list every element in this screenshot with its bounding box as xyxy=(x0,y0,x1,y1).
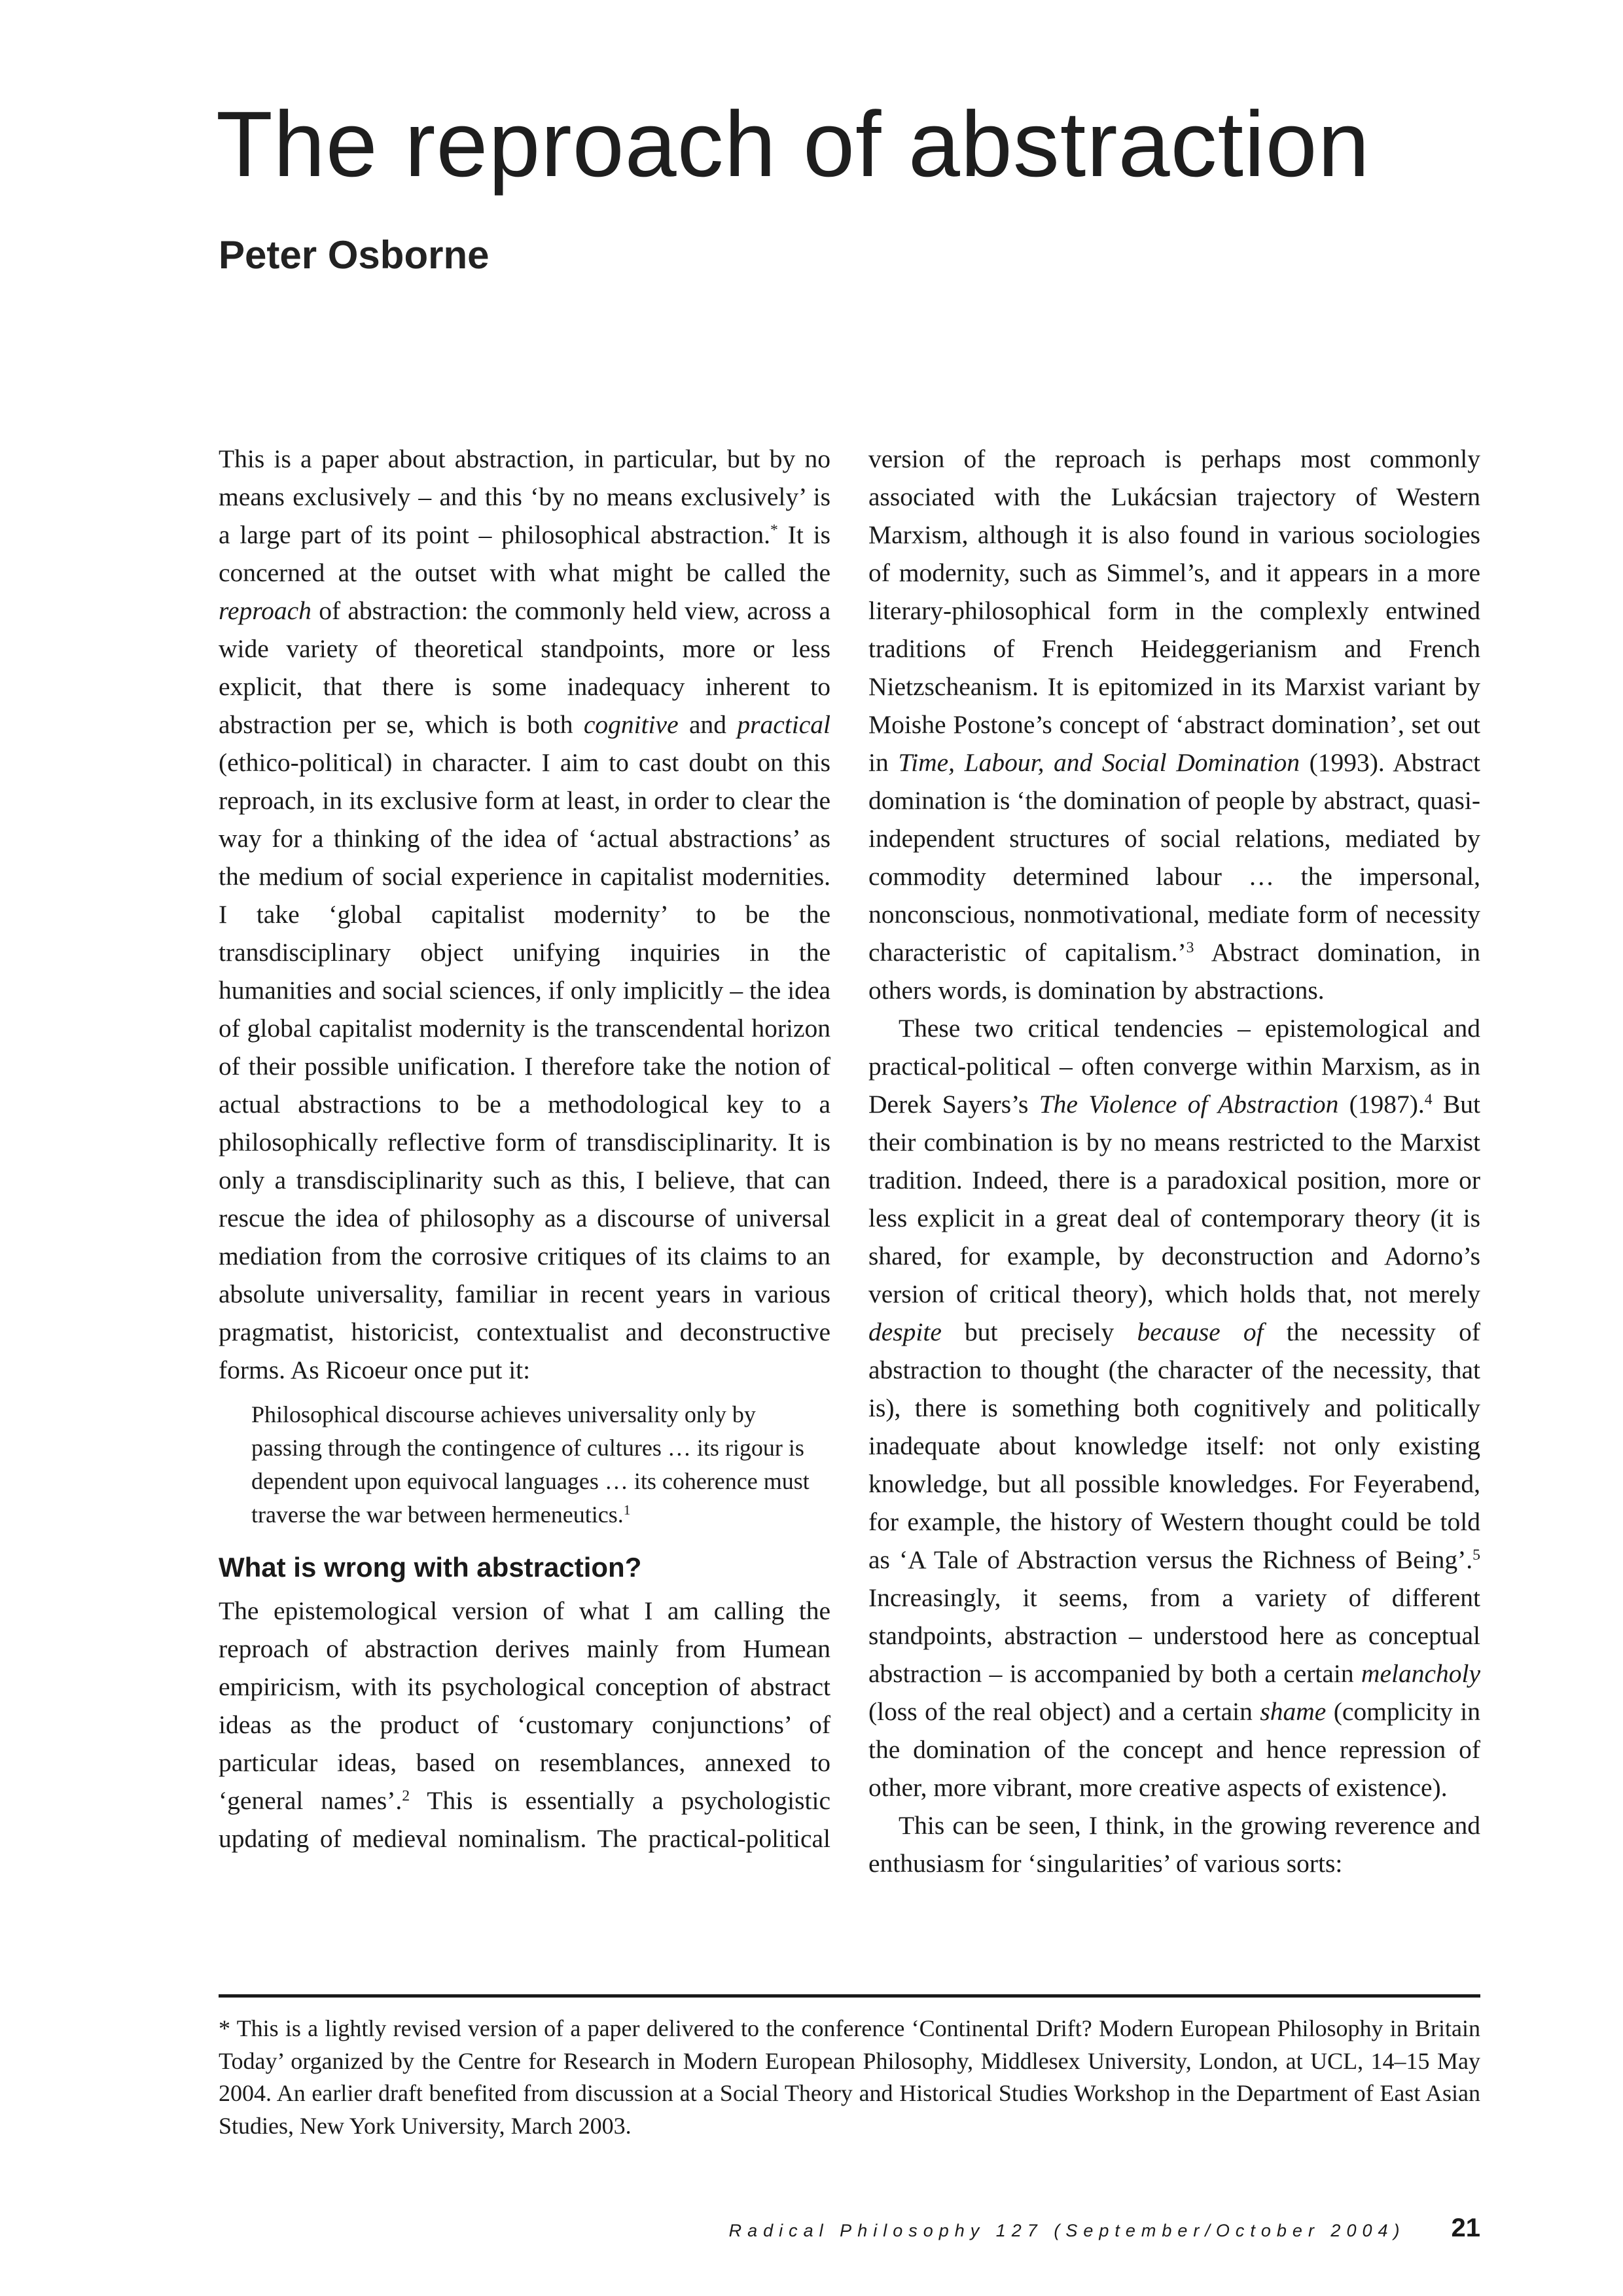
emphasis-text: because of xyxy=(1137,1318,1264,1346)
text-run: (loss of the real object) and a certain xyxy=(868,1697,1260,1726)
text-run: (1993). Abstract domination is ‘the domination of people by abstract, quasi-independent structures of social relations, mediated by commodity determined labour … the impersonal, nonconscious, nonmotivational, mediate form of necessity characteristic of capitalism.’ xyxy=(868,748,1480,967)
footnote: * This is a lightly revised version of a paper delivered to the conference ‘Continental Drift? Modern European Philosophy in Britain Today’ organized by the Centre for Research in Modern European Philosophy, Middlesex University, London, at UCL, 14–15 May 2004. An earlier draft benefited from discussion at a Social Theory and Historical Studies Workshop in the Department of East Asian Studies, New York University, March 2003. xyxy=(219,2015,1480,2139)
emphasis-text: practical xyxy=(737,710,830,739)
text-run: and xyxy=(678,710,738,739)
author-name: Peter Osborne xyxy=(219,233,490,277)
body-paragraph xyxy=(219,440,830,1389)
emphasis-text: The Violence of Abstraction xyxy=(1039,1090,1339,1119)
text-run: This is essentially a psychologistic updating of medieval nominalism. The practical-political version of the reproach is perhaps most commonly associated with the Lukácsian trajectory of Western Marxism, although it is also found in various sociologies of modernity, such as Simmel’s, and it appears in a more literary-philosophical form in the complexly entwined traditions of French Heideggerianism and French Nietzscheanism. It is epitomized in its Marxist variant by Moishe Postone’s concept of ‘abstract domination’, set out in xyxy=(219,444,1480,1853)
body-paragraph xyxy=(868,1806,1480,1882)
text-run: These two critical tendencies – epistemological and practical-political – often converge within Marxism, as in Derek Sayers’s xyxy=(868,1014,1480,1119)
text-run: the necessity of abstraction to thought (the character of the necessity, that is), there is something both cognitively and politically inadequate about knowledge itself: not only existing knowledge, but all possible knowledges. For Feyerabend, for example, the history of Western thought could be told as ‘A Tale of Abstraction versus the Richness of Being’. xyxy=(868,1318,1480,1574)
footnote-marker[interactable]: 2 xyxy=(402,1787,410,1804)
text-run: The epistemological version of what I am calling the reproach of abstraction derives mainly from Humean empiricism, with its psychological conception of abstract ideas as the product of ‘customary conjunctions’ of particular ideas, based on resemblances, annexed to ‘general names’. xyxy=(219,1596,830,1815)
text-run: It is concerned at the outset with what might be called the xyxy=(219,520,830,587)
text-run: (1987). xyxy=(1338,1090,1425,1119)
section-heading xyxy=(219,1549,830,1587)
text-run: Increasingly, it seems, from a variety of different standpoints, abstraction – understood here as conceptual abstraction – is accompanied by both a certain xyxy=(868,1583,1480,1688)
emphasis-text: Time, Labour, and Social Domination xyxy=(898,748,1300,777)
emphasis-text: reproach xyxy=(219,596,312,625)
footnote-marker[interactable]: 3 xyxy=(1186,939,1194,956)
text-run: This is a paper about abstraction, in particular, but by no means exclusively – and this ‘by no means exclusively’ is a large part of its point – philosophical abstraction. xyxy=(219,444,830,549)
article-title: The reproach of abstraction xyxy=(216,92,1370,196)
text-run: But their combination is by no means restricted to the Marxist tradition. Indeed, there is a paradoxical position, more or less explicit in a great deal of contemporary theory (it is shared, for example, by deconstruction and Adorno’s version of critical theory), which holds that, not merely xyxy=(868,1090,1480,1308)
journal-citation: Radical Philosophy 127 (September/October 2004) xyxy=(728,2221,1406,2240)
emphasis-text: shame xyxy=(1260,1697,1327,1726)
footnote-divider xyxy=(219,1994,1480,1998)
block-quote xyxy=(251,1398,830,1532)
page-number: 21 xyxy=(1451,2214,1480,2242)
text-run: (complicity in the domination of the concept and hence repression of other, more vibrant, more creative aspects of existence). xyxy=(868,1697,1480,1802)
emphasis-text: melancholy xyxy=(1361,1659,1480,1688)
page-footer xyxy=(729,2214,1480,2243)
emphasis-text: despite xyxy=(868,1318,942,1346)
text-run: of abstraction: the commonly held view, across a wide variety of theoretical standpoints, more or less explicit, that there is some inadequacy inherent to abstraction per se, which is both xyxy=(219,596,830,739)
text-run: Abstract domination, in others words, is domination by abstractions. xyxy=(868,938,1480,1005)
text-run: What is wrong with abstraction? xyxy=(219,1552,642,1583)
footnote-marker[interactable]: * xyxy=(770,521,778,539)
footnote-marker[interactable]: 5 xyxy=(1472,1546,1480,1564)
body-paragraph xyxy=(868,1009,1480,1806)
article-body xyxy=(219,440,1480,1882)
footnote-marker[interactable]: 1 xyxy=(623,1502,631,1518)
text-run: but precisely xyxy=(941,1318,1137,1346)
emphasis-text: cognitive xyxy=(583,710,679,739)
footnote-marker[interactable]: 4 xyxy=(1424,1090,1433,1108)
text-run: This can be seen, I think, in the growing reverence and enthusiasm for ‘singularities’ of various sorts: xyxy=(868,1811,1480,1878)
text-run: (ethico-political) in character. I aim to cast doubt on this reproach, in its exclusive form at least, in order to clear the way for a thinking of the idea of ‘actual abstractions’ as the medium of social experience in capitalist modernities. I take ‘global capitalist modernity’ to be the transdisciplinary object unifying inquiries in the humanities and social sciences, if only implicitly – the idea of global capitalist modernity is the transcendental horizon of their possible unification. I therefore take the notion of actual abstractions to be a methodological key to a philosophically reflective form of transdisciplinarity. It is only a transdisciplinarity such as this, I believe, that can rescue the idea of philosophy as a discourse of universal mediation from the corrosive critiques of its claims to an absolute universality, familiar in recent years in various pragmatist, historicist, contextualist and deconstructive forms. As Ricoeur once put it: xyxy=(219,748,830,1384)
text-run: Philosophical discourse achieves universality only by passing through the contingence of cultures … its rigour is dependent upon equivocal languages … its coherence must traverse the war between hermeneutics. xyxy=(251,1401,810,1528)
